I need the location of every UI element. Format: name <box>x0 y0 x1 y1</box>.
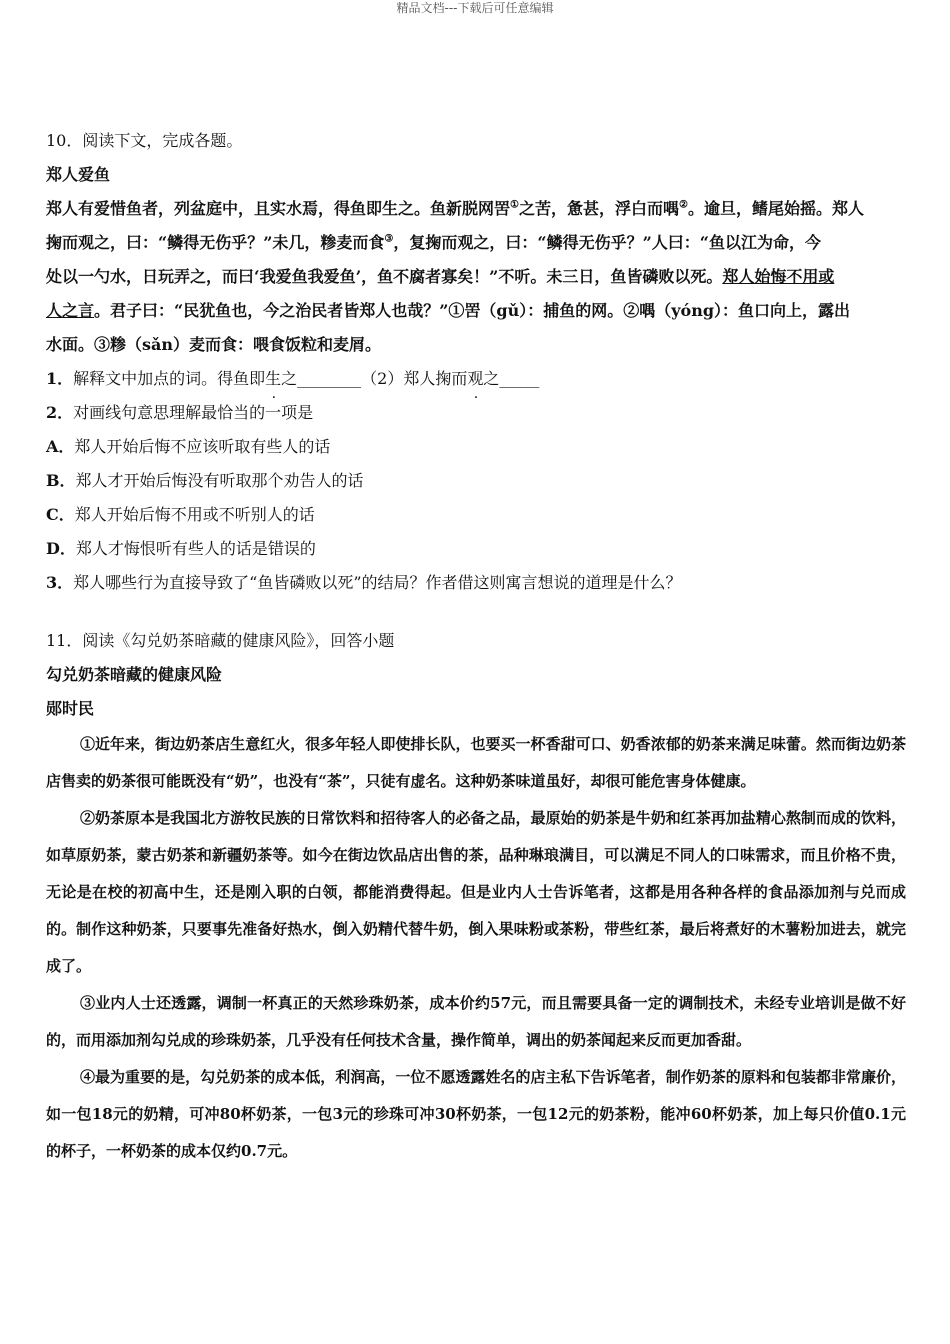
option-b: B．郑人才开始后悔没有听取那个劝告人的话 <box>46 471 364 490</box>
q11-author: 郧时民 <box>46 699 95 718</box>
question-1: 1．解释文中加点的词。得鱼即生之________（2）郑人掬而观之_____ <box>46 369 540 388</box>
question-3: 3．郑人哪些行为直接导致了“鱼皆磷败以死”的结局？作者借这则寓言想说的道理是什么？ <box>46 573 682 592</box>
q11-paragraph-2: ②奶茶原本是我国北方游牧民族的日常饮料和招待客人的必备之品，最原始的奶茶是牛奶和红茶再加盐精心熬制而成的饮料，如草原奶茶，蒙古奶茶和新疆奶茶等。如今在街边饮品店出售的茶，品种琳琅满目，可以满足不同人的口味需求，而且价格不贵，无论是在校的初高中生，还是刚入职的白领，都能消费得起。但是业内人士告诉笔者，这都是用各种各样的食品添加剂与兑而成的。制作这种奶茶，只要事先准备好热水，倒入奶精代替牛奶，倒入果味粉或茶粉，带些红茶，最后将煮好的木薯粉加进去，就完成了。 <box>46 809 906 975</box>
q11-paragraph-4: ④最为重要的是，勾兑奶茶的成本低，利润高，一位不愿透露姓名的店主私下告诉笔者，制作奶茶的原料和包装都非常廉价，如一包18元的奶精，可冲80杯奶茶，一包3元的珍珠可冲30杯奶茶，一包12元的奶茶粉，能冲60杯奶茶，加上每只价值0.1元的杯子，一杯奶茶的成本仅约0.7元。 <box>46 1068 906 1160</box>
underlined-sentence: 人之言 <box>46 301 95 320</box>
passage-line: 郑人有爱惜鱼者，列盆庭中，且实水焉，得鱼即生之。鱼新脱网罟①之苦，惫甚，浮白而喁②。逾旦，鳍尾始摇。郑人 <box>46 199 864 218</box>
passage-line: 掬而观之，曰：“鳞得无伤乎？”未几，糁麦而食③，复掬而观之，曰：“鳞得无伤乎？”人曰：“鱼以江为命，今 <box>46 233 822 252</box>
document-body <box>46 124 906 1170</box>
q10-title: 郑人爱鱼 <box>46 165 111 184</box>
page-header: 精品文档---下载后可任意编辑 <box>396 1 554 15</box>
question-2: 2．对画线句意思理解最恰当的一项是 <box>46 403 314 422</box>
option-c: C．郑人开始后悔不用或不听别人的话 <box>46 505 315 524</box>
q11-paragraph-1: ①近年来，街边奶茶店生意红火，很多年轻人即使排长队，也要买一杯香甜可口、奶香浓郁的奶茶来满足味蕾。然而街边奶茶店售卖的奶茶很可能既没有“奶”，也没有“茶”，只徒有虚名。这种奶茶味道虽好，却很可能危害身体健康。 <box>46 735 906 790</box>
passage-line: 水面。③糁（sǎn）麦而食：喂食饭粒和麦屑。 <box>46 335 382 354</box>
q10-heading: 10．阅读下文，完成各题。 <box>46 131 243 150</box>
dotted-word: 生 <box>265 369 282 388</box>
option-a: A．郑人开始后悔不应该听取有些人的话 <box>46 437 331 456</box>
q10-passage <box>46 192 906 362</box>
q11-title: 勾兑奶茶暗藏的健康风险 <box>46 665 223 684</box>
q11-paragraph-3: ③业内人士还透露，调制一杯真正的天然珍珠奶茶，成本价约57元，而且需要具备一定的调制技术，未经专业培训是做不好的，而用添加剂勾兑成的珍珠奶茶，几乎没有任何技术含量，操作简单，调出的奶茶闻起来反而更加香甜。 <box>46 994 906 1049</box>
passage-line: 人之言。君子曰：“民犹鱼也，今之治民者皆郑人也哉？”①罟（gǔ）：捕鱼的网。②喁（yóng）：鱼口向上，露出 <box>46 301 851 320</box>
dotted-word: 观 <box>467 369 484 388</box>
section-gap <box>46 600 906 624</box>
passage-line: 处以一勺水，日玩弄之，而曰‘我爱鱼我爱鱼’，鱼不腐者寡矣！”不听。未三日，鱼皆磷败以死。郑人始悔不用或 <box>46 267 835 286</box>
q11-heading: 11．阅读《勾兑奶茶暗藏的健康风险》，回答小题 <box>46 631 395 650</box>
option-d: D．郑人才悔恨听有些人的话是错误的 <box>46 539 316 558</box>
underlined-sentence: 郑人始悔不用或 <box>722 267 835 286</box>
